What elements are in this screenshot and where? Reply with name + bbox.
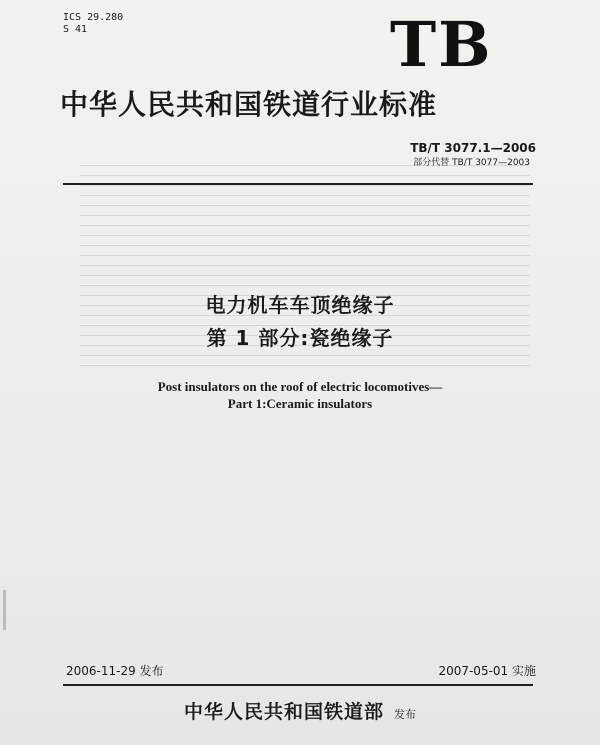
class-code: S 41	[63, 24, 88, 35]
english-title-line-2: Part 1:Ceramic insulators	[227, 396, 373, 411]
publisher-line	[0, 701, 600, 726]
ics-code: ICS 29.280	[63, 12, 124, 23]
publisher-name: 中华人民共和国铁道部	[183, 701, 384, 723]
tb-logo: TB	[390, 8, 493, 81]
chinese-title-line-1: 电力机车车顶绝缘子	[205, 293, 395, 317]
publish-action: 发布	[394, 708, 416, 721]
english-title-line-1: Post insulators on the roof of electric locomotives—	[157, 379, 443, 394]
organization-title: 中华人民共和国铁道行业标准	[60, 88, 438, 121]
chinese-title-line-2: 第 1 部分:瓷绝缘子	[206, 326, 394, 350]
issue-date: 2006-11-29 发布	[66, 664, 164, 678]
replaces-note: 部分代替 TB/T 3077—2003	[413, 158, 530, 168]
implementation-date: 2007-05-01 实施	[438, 664, 536, 678]
bottom-divider	[63, 684, 533, 686]
classification-codes	[63, 12, 123, 36]
standard-number: TB/T 3077.1—2006	[410, 141, 536, 155]
binding-mark	[3, 590, 6, 630]
